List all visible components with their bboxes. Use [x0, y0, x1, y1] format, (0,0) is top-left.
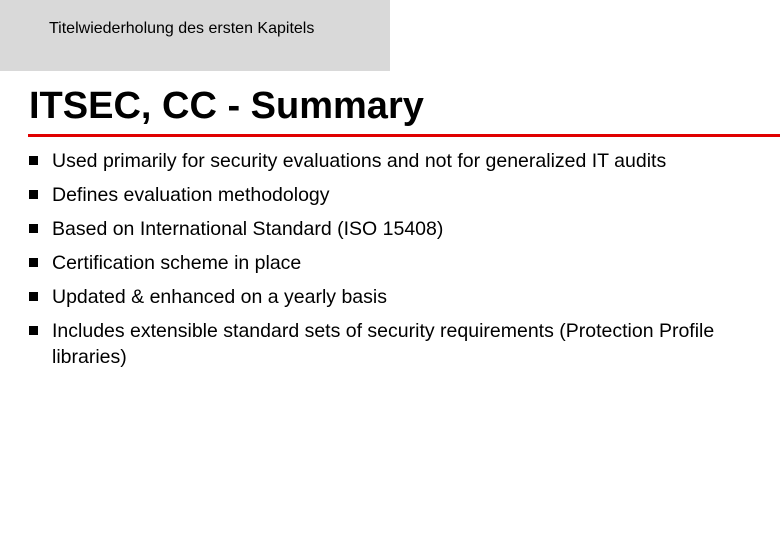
square-bullet-icon — [29, 224, 38, 233]
square-bullet-icon — [29, 190, 38, 199]
list-item — [0, 178, 780, 212]
square-bullet-icon — [29, 156, 38, 165]
list-item — [0, 280, 780, 314]
bullet-text: Includes extensible standard sets of security requirements (Protection Profile libraries) — [52, 320, 715, 368]
square-bullet-icon — [29, 258, 38, 267]
bullet-text: Defines evaluation methodology — [52, 184, 330, 206]
list-item — [0, 212, 780, 246]
list-item — [0, 314, 780, 372]
bullet-text: Updated & enhanced on a yearly basis — [52, 286, 387, 308]
bullet-text: Certification scheme in place — [52, 252, 302, 274]
square-bullet-icon — [29, 292, 38, 301]
list-item — [0, 246, 780, 280]
square-bullet-icon — [29, 326, 38, 335]
chapter-title: Titelwiederholung des ersten Kapitels — [49, 20, 315, 37]
list-item — [0, 144, 780, 178]
header-band — [0, 0, 390, 71]
slide-title: ITSEC, CC - Summary — [29, 85, 424, 127]
bullet-text: Used primarily for security evaluations and not for generalized IT audits — [52, 150, 667, 172]
bullet-text: Based on International Standard (ISO 15408) — [52, 218, 444, 240]
bullet-list — [0, 144, 780, 372]
title-underline — [28, 134, 780, 137]
